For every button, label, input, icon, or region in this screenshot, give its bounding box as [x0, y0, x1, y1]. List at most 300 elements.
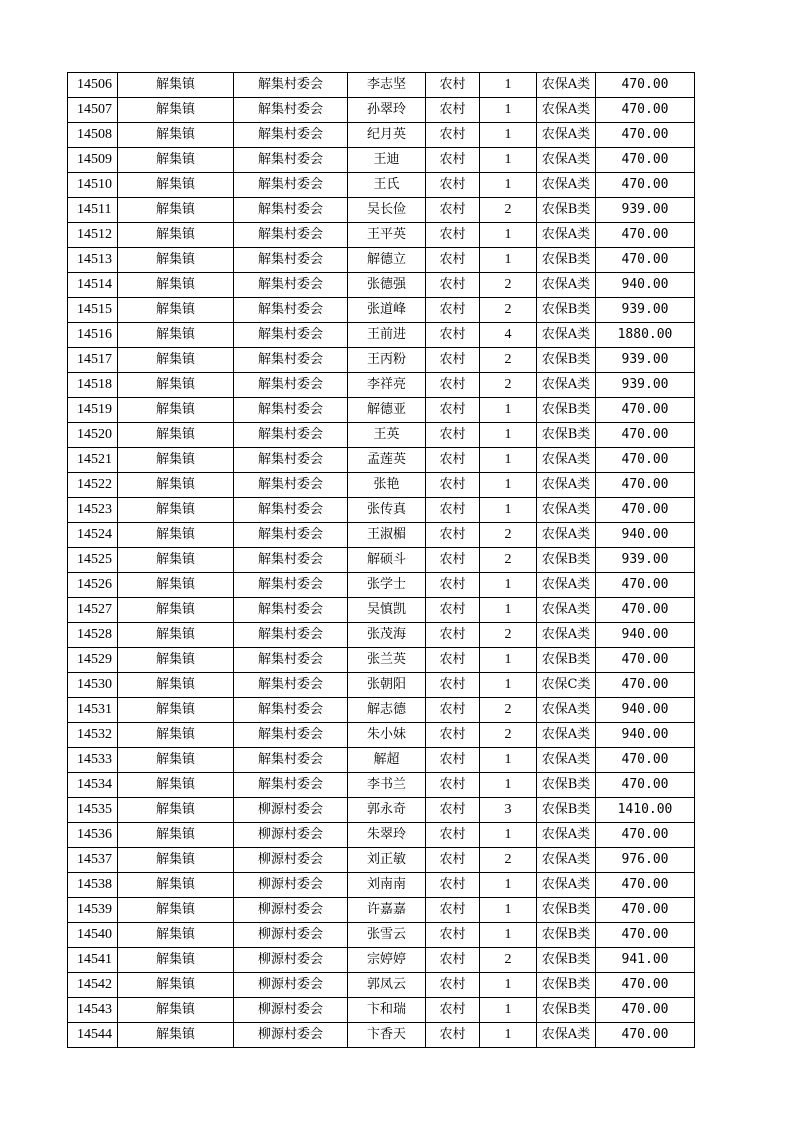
amount-cell: 470.00	[596, 248, 695, 273]
household-count-cell: 1	[480, 748, 537, 773]
area-type-cell: 农村	[426, 323, 480, 348]
amount-cell: 470.00	[596, 898, 695, 923]
amount-cell: 470.00	[596, 123, 695, 148]
name-cell: 张道峰	[348, 298, 426, 323]
insurance-category-cell: 农保A类	[537, 848, 596, 873]
area-type-cell: 农村	[426, 448, 480, 473]
area-type-cell: 农村	[426, 473, 480, 498]
record-id-cell: 14515	[68, 298, 118, 323]
village-committee-cell: 解集村委会	[234, 123, 348, 148]
name-cell: 许嘉嘉	[348, 898, 426, 923]
table-row	[68, 148, 695, 173]
town-cell: 解集镇	[118, 973, 234, 998]
insurance-category-cell: 农保C类	[537, 673, 596, 698]
household-count-cell: 1	[480, 448, 537, 473]
record-id-cell: 14514	[68, 273, 118, 298]
table-row	[68, 973, 695, 998]
insurance-category-cell: 农保A类	[537, 523, 596, 548]
table-row	[68, 723, 695, 748]
town-cell: 解集镇	[118, 723, 234, 748]
household-count-cell: 2	[480, 623, 537, 648]
amount-cell: 470.00	[596, 823, 695, 848]
table-row	[68, 73, 695, 98]
insurance-category-cell: 农保A类	[537, 123, 596, 148]
area-type-cell: 农村	[426, 398, 480, 423]
town-cell: 解集镇	[118, 573, 234, 598]
name-cell: 郭凤云	[348, 973, 426, 998]
household-count-cell: 1	[480, 223, 537, 248]
name-cell: 解德立	[348, 248, 426, 273]
area-type-cell: 农村	[426, 423, 480, 448]
table-row	[68, 1023, 695, 1048]
household-count-cell: 2	[480, 198, 537, 223]
insurance-category-cell: 农保A类	[537, 373, 596, 398]
amount-cell: 976.00	[596, 848, 695, 873]
record-id-cell: 14510	[68, 173, 118, 198]
village-committee-cell: 解集村委会	[234, 198, 348, 223]
insurance-category-cell: 农保A类	[537, 173, 596, 198]
table-row	[68, 423, 695, 448]
table-row	[68, 798, 695, 823]
area-type-cell: 农村	[426, 573, 480, 598]
record-id-cell: 14539	[68, 898, 118, 923]
name-cell: 卞和瑞	[348, 998, 426, 1023]
insurance-category-cell: 农保A类	[537, 473, 596, 498]
record-id-cell: 14518	[68, 373, 118, 398]
village-committee-cell: 解集村委会	[234, 548, 348, 573]
name-cell: 王英	[348, 423, 426, 448]
insurance-category-cell: 农保A类	[537, 823, 596, 848]
household-count-cell: 1	[480, 823, 537, 848]
area-type-cell: 农村	[426, 973, 480, 998]
area-type-cell: 农村	[426, 198, 480, 223]
area-type-cell: 农村	[426, 548, 480, 573]
amount-cell: 940.00	[596, 723, 695, 748]
household-count-cell: 2	[480, 723, 537, 748]
area-type-cell: 农村	[426, 698, 480, 723]
village-committee-cell: 解集村委会	[234, 523, 348, 548]
amount-cell: 470.00	[596, 223, 695, 248]
record-id-cell: 14520	[68, 423, 118, 448]
record-id-cell: 14523	[68, 498, 118, 523]
town-cell: 解集镇	[118, 898, 234, 923]
record-id-cell: 14507	[68, 98, 118, 123]
name-cell: 刘南南	[348, 873, 426, 898]
area-type-cell: 农村	[426, 148, 480, 173]
name-cell: 卞香天	[348, 1023, 426, 1048]
household-count-cell: 1	[480, 598, 537, 623]
record-id-cell: 14537	[68, 848, 118, 873]
amount-cell: 939.00	[596, 198, 695, 223]
village-committee-cell: 柳源村委会	[234, 848, 348, 873]
name-cell: 王丙粉	[348, 348, 426, 373]
table-body	[68, 73, 695, 1048]
amount-cell: 470.00	[596, 973, 695, 998]
household-count-cell: 2	[480, 348, 537, 373]
name-cell: 解超	[348, 748, 426, 773]
household-count-cell: 2	[480, 948, 537, 973]
record-id-cell: 14524	[68, 523, 118, 548]
table-row	[68, 98, 695, 123]
town-cell: 解集镇	[118, 648, 234, 673]
town-cell: 解集镇	[118, 998, 234, 1023]
insurance-category-cell: 农保B类	[537, 923, 596, 948]
record-id-cell: 14543	[68, 998, 118, 1023]
area-type-cell: 农村	[426, 223, 480, 248]
name-cell: 张艳	[348, 473, 426, 498]
insurance-category-cell: 农保A类	[537, 448, 596, 473]
town-cell: 解集镇	[118, 498, 234, 523]
name-cell: 李书兰	[348, 773, 426, 798]
insurance-category-cell: 农保B类	[537, 898, 596, 923]
village-committee-cell: 解集村委会	[234, 348, 348, 373]
amount-cell: 470.00	[596, 648, 695, 673]
household-count-cell: 1	[480, 1023, 537, 1048]
table-row	[68, 873, 695, 898]
village-committee-cell: 解集村委会	[234, 623, 348, 648]
table-row	[68, 748, 695, 773]
table-row	[68, 773, 695, 798]
area-type-cell: 农村	[426, 848, 480, 873]
village-committee-cell: 解集村委会	[234, 298, 348, 323]
table-row	[68, 923, 695, 948]
record-id-cell: 14536	[68, 823, 118, 848]
household-count-cell: 2	[480, 848, 537, 873]
name-cell: 张学士	[348, 573, 426, 598]
household-count-cell: 1	[480, 398, 537, 423]
insurance-category-cell: 农保A类	[537, 223, 596, 248]
village-committee-cell: 解集村委会	[234, 673, 348, 698]
area-type-cell: 农村	[426, 748, 480, 773]
table-row	[68, 448, 695, 473]
insurance-category-cell: 农保B类	[537, 423, 596, 448]
amount-cell: 939.00	[596, 348, 695, 373]
village-committee-cell: 柳源村委会	[234, 823, 348, 848]
household-count-cell: 1	[480, 423, 537, 448]
village-committee-cell: 柳源村委会	[234, 948, 348, 973]
name-cell: 朱小妹	[348, 723, 426, 748]
area-type-cell: 农村	[426, 123, 480, 148]
village-committee-cell: 柳源村委会	[234, 798, 348, 823]
insurance-category-cell: 农保A类	[537, 748, 596, 773]
household-count-cell: 2	[480, 373, 537, 398]
town-cell: 解集镇	[118, 623, 234, 648]
record-id-cell: 14509	[68, 148, 118, 173]
table-row	[68, 248, 695, 273]
town-cell: 解集镇	[118, 548, 234, 573]
record-id-cell: 14541	[68, 948, 118, 973]
name-cell: 张茂海	[348, 623, 426, 648]
table-row	[68, 298, 695, 323]
village-committee-cell: 解集村委会	[234, 423, 348, 448]
village-committee-cell: 解集村委会	[234, 273, 348, 298]
area-type-cell: 农村	[426, 773, 480, 798]
town-cell: 解集镇	[118, 198, 234, 223]
amount-cell: 470.00	[596, 398, 695, 423]
amount-cell: 470.00	[596, 173, 695, 198]
town-cell: 解集镇	[118, 273, 234, 298]
area-type-cell: 农村	[426, 998, 480, 1023]
insurance-category-cell: 农保B类	[537, 798, 596, 823]
village-committee-cell: 柳源村委会	[234, 973, 348, 998]
amount-cell: 470.00	[596, 423, 695, 448]
area-type-cell: 农村	[426, 73, 480, 98]
record-id-cell: 14533	[68, 748, 118, 773]
village-committee-cell: 解集村委会	[234, 73, 348, 98]
household-count-cell: 1	[480, 648, 537, 673]
amount-cell: 470.00	[596, 98, 695, 123]
amount-cell: 470.00	[596, 1023, 695, 1048]
table-row	[68, 623, 695, 648]
record-id-cell: 14528	[68, 623, 118, 648]
town-cell: 解集镇	[118, 98, 234, 123]
amount-cell: 470.00	[596, 498, 695, 523]
village-committee-cell: 柳源村委会	[234, 998, 348, 1023]
amount-cell: 470.00	[596, 998, 695, 1023]
town-cell: 解集镇	[118, 698, 234, 723]
table-row	[68, 998, 695, 1023]
village-committee-cell: 解集村委会	[234, 648, 348, 673]
village-committee-cell: 解集村委会	[234, 398, 348, 423]
insurance-category-cell: 农保A类	[537, 598, 596, 623]
insurance-category-cell: 农保B类	[537, 648, 596, 673]
name-cell: 张德强	[348, 273, 426, 298]
town-cell: 解集镇	[118, 848, 234, 873]
area-type-cell: 农村	[426, 173, 480, 198]
area-type-cell: 农村	[426, 498, 480, 523]
name-cell: 王迪	[348, 148, 426, 173]
name-cell: 王氏	[348, 173, 426, 198]
amount-cell: 470.00	[596, 73, 695, 98]
table-row	[68, 123, 695, 148]
record-id-cell: 14517	[68, 348, 118, 373]
area-type-cell: 农村	[426, 273, 480, 298]
record-id-cell: 14512	[68, 223, 118, 248]
insurance-category-cell: 农保B类	[537, 398, 596, 423]
record-id-cell: 14522	[68, 473, 118, 498]
household-count-cell: 1	[480, 148, 537, 173]
town-cell: 解集镇	[118, 323, 234, 348]
name-cell: 王前进	[348, 323, 426, 348]
name-cell: 王淑楣	[348, 523, 426, 548]
table-row	[68, 273, 695, 298]
table-row	[68, 573, 695, 598]
area-type-cell: 农村	[426, 98, 480, 123]
record-id-cell: 14521	[68, 448, 118, 473]
area-type-cell: 农村	[426, 248, 480, 273]
table-row	[68, 898, 695, 923]
village-committee-cell: 解集村委会	[234, 323, 348, 348]
insurance-category-cell: 农保A类	[537, 573, 596, 598]
record-id-cell: 14544	[68, 1023, 118, 1048]
household-count-cell: 1	[480, 973, 537, 998]
area-type-cell: 农村	[426, 723, 480, 748]
table-row	[68, 348, 695, 373]
insurance-category-cell: 农保B类	[537, 198, 596, 223]
amount-cell: 470.00	[596, 573, 695, 598]
amount-cell: 941.00	[596, 948, 695, 973]
insurance-category-cell: 农保B类	[537, 348, 596, 373]
town-cell: 解集镇	[118, 473, 234, 498]
town-cell: 解集镇	[118, 398, 234, 423]
table-row	[68, 523, 695, 548]
household-count-cell: 2	[480, 273, 537, 298]
name-cell: 孙翠玲	[348, 98, 426, 123]
insurance-category-cell: 农保A类	[537, 723, 596, 748]
village-committee-cell: 解集村委会	[234, 148, 348, 173]
name-cell: 解硕斗	[348, 548, 426, 573]
town-cell: 解集镇	[118, 73, 234, 98]
area-type-cell: 农村	[426, 598, 480, 623]
village-committee-cell: 柳源村委会	[234, 1023, 348, 1048]
record-id-cell: 14532	[68, 723, 118, 748]
table-row	[68, 173, 695, 198]
table-row	[68, 948, 695, 973]
insurance-category-cell: 农保A类	[537, 1023, 596, 1048]
area-type-cell: 农村	[426, 373, 480, 398]
table-row	[68, 373, 695, 398]
household-count-cell: 2	[480, 523, 537, 548]
household-count-cell: 2	[480, 298, 537, 323]
household-count-cell: 4	[480, 323, 537, 348]
area-type-cell: 农村	[426, 348, 480, 373]
name-cell: 张传真	[348, 498, 426, 523]
table-row	[68, 648, 695, 673]
name-cell: 李祥亮	[348, 373, 426, 398]
town-cell: 解集镇	[118, 1023, 234, 1048]
amount-cell: 1410.00	[596, 798, 695, 823]
area-type-cell: 农村	[426, 873, 480, 898]
area-type-cell: 农村	[426, 298, 480, 323]
record-id-cell: 14534	[68, 773, 118, 798]
town-cell: 解集镇	[118, 248, 234, 273]
insurance-category-cell: 农保A类	[537, 498, 596, 523]
village-committee-cell: 柳源村委会	[234, 923, 348, 948]
area-type-cell: 农村	[426, 898, 480, 923]
village-committee-cell: 解集村委会	[234, 573, 348, 598]
name-cell: 朱翠玲	[348, 823, 426, 848]
insurance-category-cell: 农保A类	[537, 698, 596, 723]
insurance-category-cell: 农保A类	[537, 148, 596, 173]
record-id-cell: 14513	[68, 248, 118, 273]
amount-cell: 939.00	[596, 298, 695, 323]
record-id-cell: 14530	[68, 673, 118, 698]
name-cell: 解德亚	[348, 398, 426, 423]
record-id-cell: 14526	[68, 573, 118, 598]
village-committee-cell: 柳源村委会	[234, 898, 348, 923]
record-id-cell: 14542	[68, 973, 118, 998]
town-cell: 解集镇	[118, 823, 234, 848]
town-cell: 解集镇	[118, 173, 234, 198]
household-count-cell: 1	[480, 248, 537, 273]
village-committee-cell: 解集村委会	[234, 448, 348, 473]
amount-cell: 939.00	[596, 548, 695, 573]
table-row	[68, 498, 695, 523]
household-count-cell: 1	[480, 498, 537, 523]
record-id-cell: 14511	[68, 198, 118, 223]
insurance-category-cell: 农保A类	[537, 873, 596, 898]
area-type-cell: 农村	[426, 673, 480, 698]
town-cell: 解集镇	[118, 598, 234, 623]
amount-cell: 470.00	[596, 473, 695, 498]
town-cell: 解集镇	[118, 298, 234, 323]
table-row	[68, 698, 695, 723]
record-id-cell: 14506	[68, 73, 118, 98]
name-cell: 张兰英	[348, 648, 426, 673]
village-committee-cell: 解集村委会	[234, 223, 348, 248]
town-cell: 解集镇	[118, 523, 234, 548]
household-count-cell: 1	[480, 473, 537, 498]
record-id-cell: 14525	[68, 548, 118, 573]
village-committee-cell: 柳源村委会	[234, 873, 348, 898]
village-committee-cell: 解集村委会	[234, 248, 348, 273]
insurance-category-cell: 农保A类	[537, 273, 596, 298]
village-committee-cell: 解集村委会	[234, 723, 348, 748]
amount-cell: 940.00	[596, 523, 695, 548]
name-cell: 宗婷婷	[348, 948, 426, 973]
household-count-cell: 1	[480, 98, 537, 123]
insurance-category-cell: 农保B类	[537, 548, 596, 573]
town-cell: 解集镇	[118, 673, 234, 698]
table-row	[68, 598, 695, 623]
household-count-cell: 1	[480, 773, 537, 798]
village-committee-cell: 解集村委会	[234, 698, 348, 723]
record-id-cell: 14540	[68, 923, 118, 948]
insurance-category-cell: 农保A类	[537, 323, 596, 348]
amount-cell: 939.00	[596, 373, 695, 398]
area-type-cell: 农村	[426, 648, 480, 673]
household-count-cell: 2	[480, 548, 537, 573]
name-cell: 吴长俭	[348, 198, 426, 223]
village-committee-cell: 解集村委会	[234, 473, 348, 498]
amount-cell: 470.00	[596, 148, 695, 173]
table-row	[68, 473, 695, 498]
area-type-cell: 农村	[426, 623, 480, 648]
town-cell: 解集镇	[118, 223, 234, 248]
insurance-category-cell: 农保B类	[537, 998, 596, 1023]
household-count-cell: 3	[480, 798, 537, 823]
record-id-cell: 14529	[68, 648, 118, 673]
insurance-category-cell: 农保A类	[537, 98, 596, 123]
area-type-cell: 农村	[426, 1023, 480, 1048]
amount-cell: 470.00	[596, 873, 695, 898]
village-committee-cell: 解集村委会	[234, 173, 348, 198]
table-row	[68, 548, 695, 573]
town-cell: 解集镇	[118, 923, 234, 948]
name-cell: 纪月英	[348, 123, 426, 148]
area-type-cell: 农村	[426, 798, 480, 823]
village-committee-cell: 解集村委会	[234, 98, 348, 123]
amount-cell: 470.00	[596, 923, 695, 948]
name-cell: 吴慎凯	[348, 598, 426, 623]
beneficiary-table	[67, 72, 695, 1048]
town-cell: 解集镇	[118, 948, 234, 973]
amount-cell: 470.00	[596, 598, 695, 623]
town-cell: 解集镇	[118, 348, 234, 373]
name-cell: 郭永奇	[348, 798, 426, 823]
amount-cell: 1880.00	[596, 323, 695, 348]
town-cell: 解集镇	[118, 373, 234, 398]
name-cell: 王平英	[348, 223, 426, 248]
amount-cell: 470.00	[596, 748, 695, 773]
table-row	[68, 823, 695, 848]
insurance-category-cell: 农保A类	[537, 623, 596, 648]
town-cell: 解集镇	[118, 798, 234, 823]
town-cell: 解集镇	[118, 123, 234, 148]
record-id-cell: 14538	[68, 873, 118, 898]
household-count-cell: 1	[480, 898, 537, 923]
record-id-cell: 14535	[68, 798, 118, 823]
